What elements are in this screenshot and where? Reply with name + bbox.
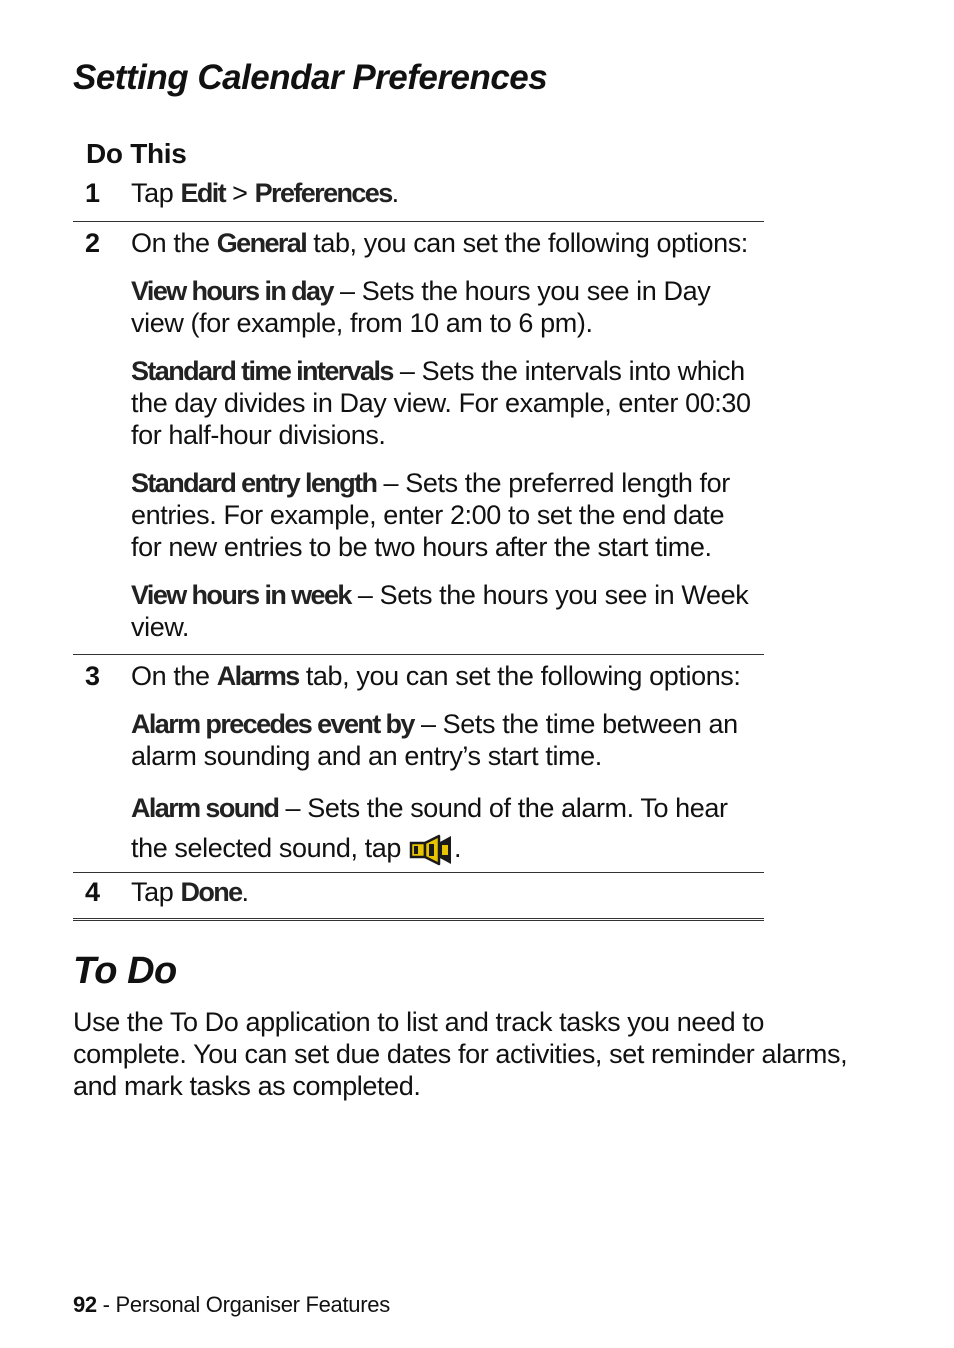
- step-row: [73, 173, 764, 222]
- step-number: 1: [85, 178, 100, 208]
- step-text: Tap: [131, 178, 181, 208]
- ui-term-done: Done: [180, 877, 242, 907]
- step-text: Tap: [131, 877, 181, 907]
- play-sound-icon: [409, 834, 453, 866]
- section-body: Use the To Do application to list and track tasks you need to complete. You can set due dates for activities, set reminder alarms, and mark tasks as completed.: [73, 1007, 848, 1101]
- option-item: [131, 788, 758, 868]
- page-title: Setting Calendar Preferences: [73, 58, 548, 97]
- option-term: Standard time intervals: [131, 356, 393, 386]
- option-term: View hours in week: [131, 580, 351, 610]
- steps-table: [73, 135, 764, 921]
- option-desc: – Sets the sound of the alarm. To hear the selected sound, tap: [131, 793, 728, 863]
- table-header: Do This: [86, 138, 187, 169]
- option-desc: – Sets the time between an alarm sounding and an entry’s start time.: [131, 709, 738, 771]
- step-text: On the: [131, 228, 217, 258]
- ui-term-edit: Edit: [180, 178, 226, 208]
- option-desc: – Sets the hours you see in Week view.: [131, 580, 749, 642]
- step-text: >: [225, 178, 255, 208]
- option-term: View hours in day: [131, 276, 333, 306]
- step-text: tab, you can set the following options:: [306, 228, 748, 258]
- option-term: Standard entry length: [131, 468, 377, 498]
- option-item: [131, 579, 758, 643]
- step-text: tab, you can set the following options:: [298, 661, 741, 691]
- step-row: [73, 655, 764, 873]
- step-text: On the: [131, 661, 217, 691]
- section-title: To Do: [73, 950, 177, 992]
- step-lead: [131, 227, 758, 259]
- step-text: .: [241, 877, 249, 907]
- option-term: Alarm precedes event by: [131, 709, 414, 739]
- option-term: Alarm sound: [131, 793, 279, 823]
- step-lead: [131, 660, 758, 692]
- step-number: 2: [85, 228, 100, 258]
- ui-term-general: General: [216, 228, 307, 258]
- step-number: 4: [85, 877, 100, 907]
- page-number: 92: [73, 1292, 97, 1317]
- step-row: [73, 222, 764, 655]
- option-item: [131, 467, 758, 563]
- option-desc: – Sets the preferred length for entries. For example, enter 2:00 to set the end date for new entries to be two hours after the start time.: [131, 468, 730, 562]
- step-text: .: [391, 178, 399, 208]
- option-desc-end: .: [454, 833, 462, 863]
- step-number: 3: [85, 661, 100, 691]
- option-desc: – Sets the hours you see in Day view (for example, from 10 am to 6 pm).: [131, 276, 711, 338]
- footer-text: - Personal Organiser Features: [96, 1292, 390, 1317]
- option-desc: – Sets the intervals into which the day divides in Day view. For example, enter 00:30 for half-hour divisions.: [131, 356, 751, 450]
- option-item: [131, 355, 758, 451]
- ui-term-alarms: Alarms: [216, 661, 299, 691]
- step-row: [73, 873, 764, 921]
- page-footer: [73, 1292, 390, 1318]
- option-item: [131, 708, 758, 772]
- option-item: [131, 275, 758, 339]
- ui-term-preferences: Preferences: [254, 178, 392, 208]
